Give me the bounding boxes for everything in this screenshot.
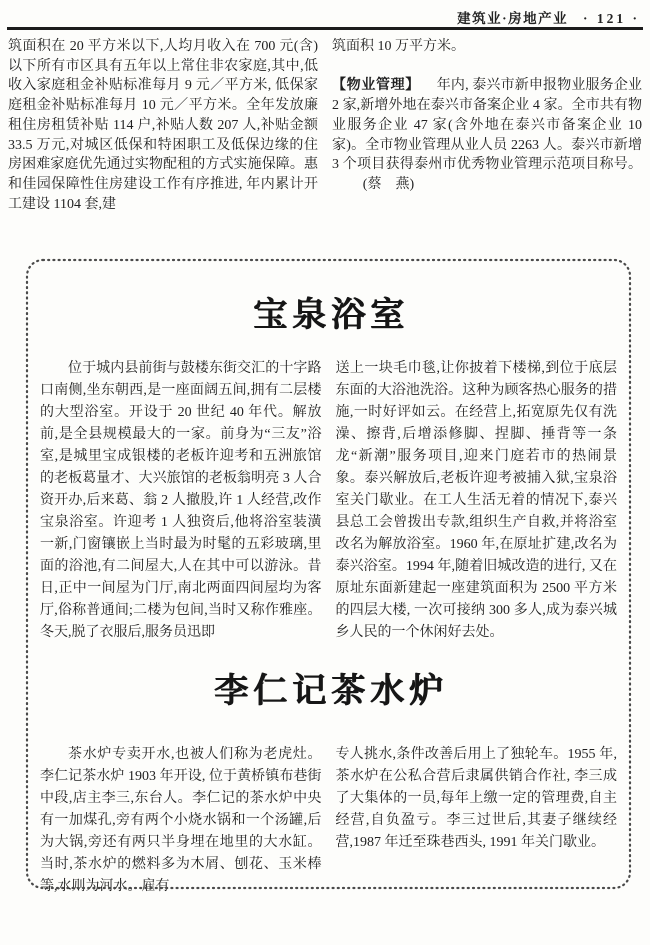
top-right-lead: 筑面积 10 万平方米。 (332, 39, 465, 54)
article-right-column: 专人挑水,条件改善后用上了独轮车。1955 年,茶水炉在公私合营后隶属供销合作社, 李三成了大集体的一员,每年上缴一定的管理费,自主经营,自负盈亏。李三过世后,其妻子继续经营,1987 年迁至珠巷西头, 1991 年关门歇业。 (335, 747, 617, 850)
entry-label: 【物业管理】 (332, 78, 420, 94)
entry-attribution: (蔡 燕) (362, 176, 415, 192)
top-right-column (332, 37, 642, 214)
dotted-border (25, 258, 632, 890)
article-title: 宝泉浴室 (253, 297, 409, 334)
article-left-column: 位于城内县前街与鼓楼东街交汇的十字路口南侧,坐东朝西,是一座面阔五间,拥有二层楼的大型浴室。开设于 20 世纪 40 年代。解放前,是全县规模最大的一家。前身为“三友”浴室,是城里宝成银楼的老板许迎考和五洲旅馆的老板葛量才、大兴旅馆的老板翁明亮 3 人合资开办,后来葛、翁 2 人撤股,许 1 人经营,改作宝泉浴室。许迎考 1 人独资后,他将浴室装潢一新,门窗镶嵌上当时最为时髦的五彩玻璃,里面的浴池,有二间屋大,人在其中可以游泳。昔日,正中一间屋为门厅,南北两面四间屋均为客厅,俗称普通间;二楼为包间,当时又称作雅座。冬天,脱了衣服后,服务员迅即 (40, 361, 322, 640)
header-rule (7, 27, 643, 30)
property-management-entry (332, 76, 642, 194)
top-section (8, 37, 642, 214)
feature-box (25, 258, 632, 894)
article-title: 李仁记茶水炉 (214, 673, 448, 710)
article-right-column: 送上一块毛巾毯,让你披着下楼梯,到位于底层东面的大浴池洗浴。这种为顾客热心服务的措施,一时好评如云。在经营上,拓宽原先仅有洗澡、擦背,后增添修脚、捏脚、捶背等一条龙“新潮”服务项目,迎来门庭若市的热闹景象。泰兴解放后,老板许迎考被捕入狱,宝泉浴室关门歇业。在工人生活无着的情况下,泰兴县总工会曾拨出专款,组织生产自救,并将浴室改名为解放浴室。1960 年,在原址扩建,改名为泰兴浴室。1994 年,随着旧城改造的进行, 又在原址东面新建起一座建筑面积为 2500 平方米的四层大楼, 一次可接纳 300 多人,成为泰兴城乡人民的一个休闲好去处。 (335, 361, 617, 640)
article-left-column: 茶水炉专卖开水,也被人们称为老虎灶。李仁记茶水炉 1903 年开设, 位于黄桥镇布巷街中段,店主李三,东台人。李仁记的茶水炉中央有一加煤孔,旁有两个小烧水锅和一个汤罐,后为大锅,旁还有两只半身埋在地里的大水缸。当时,茶水炉的燃料多为木屑、刨花、玉米棒等,水则为河水。雇有 (40, 747, 322, 894)
top-left-text: 筑面积在 20 平方米以下,人均月收入在 700 元(含)以下所有市区具有五年以上常住非农家庭,其中,低收入家庭租金补贴标准每月 9 元／平方米, 低保家庭租金补贴标准每月 10 元／平方米。全年发放廉租住房租赁补贴 114 户,补贴人数 207 人,补贴金额 33.5 万元,对城区低保和特困职工及低保边缘的住房困难家庭优先通过实物配租的方式实施保障。惠和佳园保障性住房建设工作有序推进, 年内累计开工建设 1104 套,建 (8, 39, 318, 212)
top-left-column (8, 37, 318, 214)
entry-body: 年内, 泰兴市新申报物业服务企业 2 家,新增外地在泰兴市备案企业 4 家。全市共有物业服务企业 47 家(含外地在泰兴市备案企业 10 家)。全市物业管理从业人员 2263 人。泰兴市新增 3 个项目获得泰州市优秀物业管理示范项目称号。 (332, 78, 643, 173)
section-title: 建筑业·房地产业 (457, 11, 569, 26)
running-head (8, 7, 640, 27)
page-number: · 121 · (582, 11, 640, 26)
